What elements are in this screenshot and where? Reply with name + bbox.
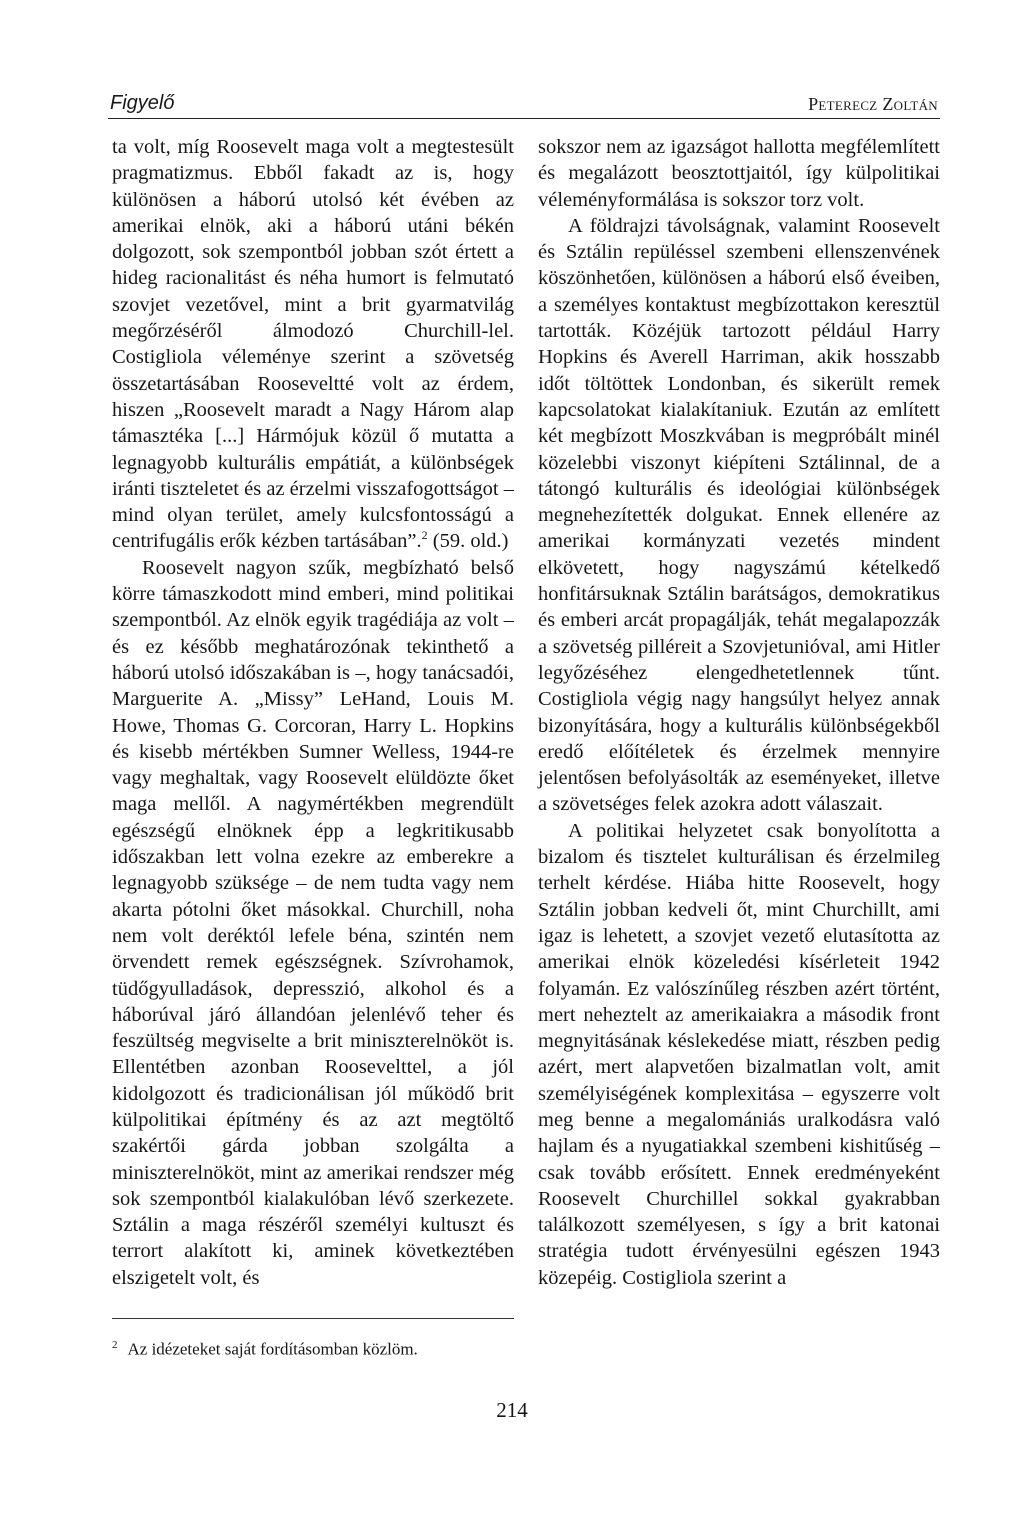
footnote-text: Az idézeteket saját fordításomban közlöm.: [127, 1339, 418, 1359]
footnote-reference: 2: [421, 528, 428, 543]
running-header-author: Peterecz Zoltán: [808, 94, 938, 114]
page-number: 214: [496, 1398, 528, 1422]
right-paragraph-3: A politikai helyzetet csak bonyolította a bizalom és tisztelet kulturálisan és érzelmileg terhelt kérdése. Hiába hitte Roosevelt, hogy Sztálin jobban kedveli őt, mint Churchillt, ami igaz is lehetett, a szovjet vezető elutasította az amerikai elnök közeledési kísérleteit 1942 folyamán. Ez valószínűleg részben azért történt, mert neheztelt az amerikaiakra a második front megnyitásának késlekedése miatt, részben pedig azért, mert alapvetően bizalmatlan volt, amit személyiségének komplexitása – egyszerre volt meg benne a megalomániás uralkodásra való hajlam és a nyugatiakkal szembeni kishitűség – csak tovább erősített. Ennek eredményeként Roosevelt Churchillel sokkal gyakrabban találkozott személyesen, s így a brit katonai stratégia tudott érvényesülni egészen 1943 közepéig. Costigliola szerint a: [538, 819, 940, 1289]
header-rule: [108, 118, 940, 119]
left-paragraph-1-citation: (59. old.): [427, 530, 509, 553]
left-column: [112, 134, 514, 1291]
right-column: [538, 134, 940, 1291]
running-header-section: Figyelő: [110, 92, 175, 114]
right-paragraph-2: A földrajzi távolságnak, valamint Roosevelt és Sztálin repüléssel szembeni ellenszenvének köszönhetően, különösen a háború első éveiben, a személyes kontaktust megbízottakon keresztül tartották. Közéjük tartozott például Harry Hopkins és Averell Harriman, akik hosszabb időt töltöttek Londonban, és sikerült remek kapcsolatokat kialakítaniuk. Ezután az említett két megbízott Moszkvában is megpróbált minél közelebbi viszonyt kiépíteni Sztálinnal, de a tátongó kulturális és ideológiai különbségek megnehezítették dolgukat. Ennek ellenére az amerikai kormányzati vezetés mindent elkövetett, hogy nagyszámú kételkedő honfitársuknak Sztálin barátságos, demokratikus és emberi arcát propagálják, tehát megalapozzák a szövetség pilléreit a Szovjetunióval, ami Hitler legyőzéséhez elengedhetetlennek tűnt. Costigliola végig nagy hangsúlyt helyez annak bizonyítására, hogy a kulturális különbségekből eredő előítéletek és érzelmek mennyire jelentősen befolyásolták az eseményeket, illetve a szövetséges felek azokra adott válaszait.: [538, 214, 940, 816]
left-paragraph-1: [112, 134, 514, 555]
left-paragraph-1-text: ta volt, míg Roosevelt maga volt a megtestesült pragmatizmus. Ebből fakadt az is, hogy különösen a háború utolsó két évében az amerikai elnök, aki a háború utáni békén dolgozott, sok szempontból jobban szót értett a hideg racionalitást és néha humort is felmutató szovjet vezetővel, mint a brit gyarmatvilág megőrzéséről álmodozó Churchill-lel. Costigliola véleménye szerint a szövetség összetartásában Rooseveltté volt az érdem, hiszen „Roosevelt maradt a Nagy Három alap támasztéka [...] Hármójuk közül ő mutatta a legnagyobb kulturális empátiát, a különbségek iránti tiszteletet és az érzelmi visszafogottságot – mind olyan terület, amely kulcsfontosságú a centrifugális erők kézben tartásában”.: [112, 136, 514, 553]
left-paragraph-2: Roosevelt nagyon szűk, megbízható belső körre támaszkodott mind emberi, mind politikai szempontból. Az elnök egyik tragédiája az volt – és ez később meghatározónak tekinthető a háború utolsó időszakában is –, hogy tanácsadói, Marguerite A. „Missy” LeHand, Louis M. Howe, Thomas G. Corcoran, Harry L. Hopkins és kisebb mértékben Sumner Welless, 1944-re vagy meghaltak, vagy Roosevelt elüldözte őket maga mellől. A nagymértékben megrendült egészségű elnöknek épp a legkritikusabb időszakban lett volna ezekre az emberekre a legnagyobb szüksége – de nem tudta vagy nem akarta pótolni őket másokkal. Churchill, noha nem volt deréktól lefele béna, szintén nem örvendett remek egészségnek. Szívrohamok, tüdőgyulladások, depresszió, alkohol és a háborúval járó állandóan jelenlévő teher és feszültség megviselte a brit miniszterelnököt is. Ellentétben azonban Roosevelttel, a jól kidolgozott és tradicionálisan jól működő brit külpolitikai építmény és az azt megtöltő szakértői gárda jobban szolgálta a miniszterelnököt, mint az amerikai rendszer még sok szempontból kialakulóban lévő szerkezete. Sztálin a maga részéről személyi kultuszt és terrort alakított ki, aminek következtében elszigetelt volt, és: [112, 556, 514, 1289]
footnote: [112, 1334, 514, 1361]
right-paragraph-1: sokszor nem az igazságot hallotta megfélemlített és megalázott beosztottjaitól, így külpolitikai véleményformálása is sokszor torz volt.: [538, 136, 940, 211]
footnote-rule: [112, 1318, 514, 1319]
footnote-marker: 2: [112, 1339, 118, 1351]
